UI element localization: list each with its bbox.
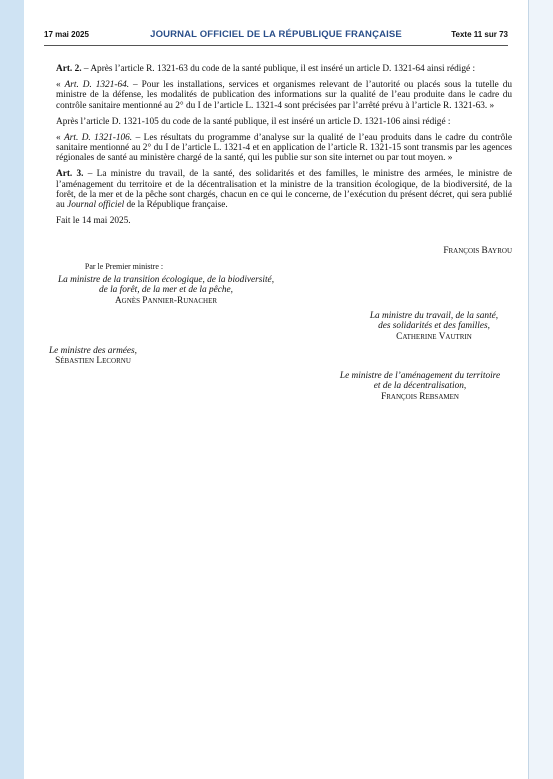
document-body — [56, 64, 512, 232]
article-2-after: Après l’article D. 1321-105 du code de la santé publique, il est inséré un article D. 1321-106 ainsi rédigé : — [56, 116, 451, 127]
signature-transition-ecologique: La ministre de la transition écologique, de la biodiversité, de la forêt, de la mer et de la pêche, Agnès Pannier-Runacher — [36, 275, 296, 306]
article-d1321-106-quote: « Art. D. 1321-106. – Les résultats du programme d’analyse sur la qualité de l’eau produits dans le cadre du contrôle sanitaire mentionné au 2° du I de l’article L. 1321-4 et en application de l’article R. 1321-15 sont transmis par les agences régionales de santé au ministère chargé de la santé, qui les publie sur son site internet ou par tout moyen. » — [56, 132, 512, 164]
signatory-name: François Rebsamen — [381, 391, 459, 402]
article-d1321-106-ref: Art. D. 1321-106. — [64, 132, 133, 143]
par-premier-ministre: Par le Premier ministre : — [84, 262, 164, 271]
viewer-background — [529, 0, 553, 779]
article-3-label: Art. 3. — [56, 169, 84, 180]
signature-travail-sante: La ministre du travail, de la santé, des solidarités et des familles, Catherine Vautrin — [344, 311, 524, 342]
signatory-name: Sébastien Lecornu — [55, 356, 131, 367]
header-date: 17 mai 2025 — [44, 30, 89, 39]
page-header — [44, 30, 508, 44]
header-rule — [44, 45, 508, 46]
article-d1321-64-ref: Art. D. 1321-64. — [64, 79, 130, 90]
journal-officiel-ref: Journal officiel — [67, 200, 125, 211]
signature-amenagement: Le ministre de l’aménagement du territoire et de la décentralisation, François Rebsamen — [320, 371, 520, 402]
article-2-label: Art. 2. — [56, 64, 82, 74]
article-2-intro: Art. 2. – Après l’article R. 1321-63 du code de la santé publique, il est inséré un article D. 1321-64 ainsi rédigé : — [56, 64, 476, 74]
signature-prime-minister: François Bayrou — [443, 246, 512, 256]
article-3: Art. 3. – La ministre du travail, de la santé, des solidarités et des familles, le ministre des armées, le ministre de l’aménagement du territoire et de la décentralisation et la ministre de la transition écologique, de la biodiversité, de la forêt, de la mer et de la pêche sont chargés, chacun en ce qui le concerne, de l’exécution du présent décret, qui sera publié au Journal officiel de la République française. — [56, 169, 512, 211]
article-d1321-64-quote: « Art. D. 1321-64. – Pour les installations, services et organismes relevant de l’autorité ou placés sous la tutelle du ministre de la défense, les modalités de publication des informations sur la qualité de l’eau produite dans le cadre du contrôle sanitaire mentionné au 2° du I de l’article L. 1321-4 sont précisées par l’arrêté prévu à l’article R. 1321-63. » — [56, 79, 512, 111]
signature-armees: Le ministre des armées, Sébastien Lecornu — [38, 346, 148, 367]
signatory-name: Catherine Vautrin — [396, 331, 472, 342]
signatory-name: Agnès Pannier-Runacher — [114, 295, 218, 306]
fait-date: Fait le 14 mai 2025. — [56, 216, 131, 227]
header-text-counter: Texte 11 sur 73 — [451, 30, 508, 39]
document-page — [24, 0, 529, 779]
header-journal-title: JOURNAL OFFICIEL DE LA RÉPUBLIQUE FRANÇAISE — [150, 29, 402, 40]
